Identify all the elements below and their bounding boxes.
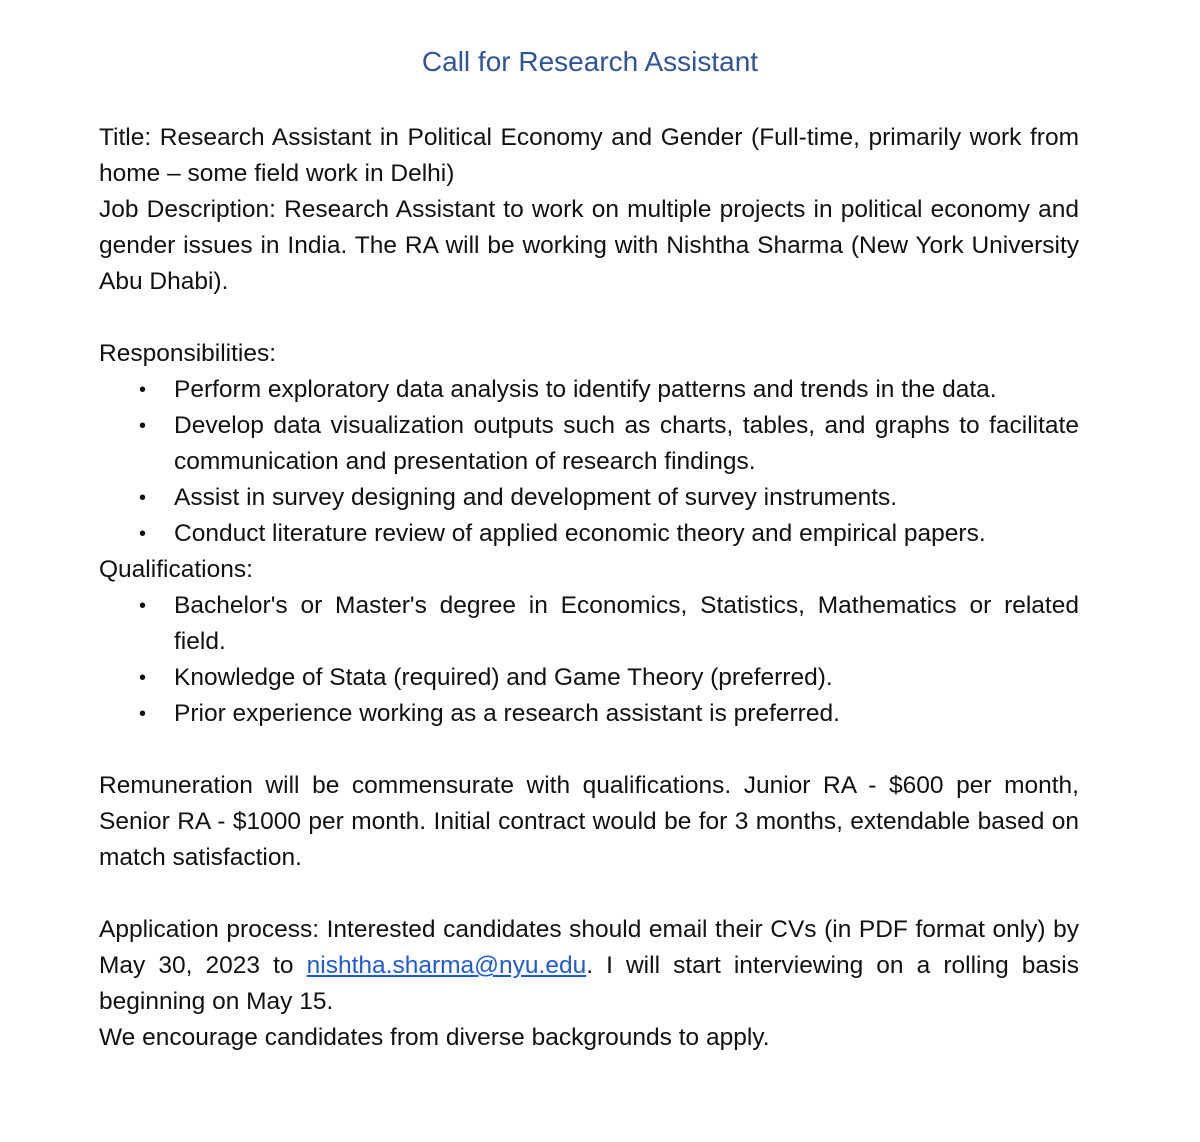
bullet-icon: • — [139, 379, 147, 401]
list-item — [99, 372, 1079, 408]
spacer — [99, 300, 1079, 336]
document-title: Call for Research Assistant — [421, 46, 759, 77]
application-text: Application process: Interested candidates should email their CVs (in PDF format only) by May 30, 2023 to — [99, 916, 1079, 979]
list-item-text: Knowledge of Stata (required) and Game Theory (preferred). — [174, 664, 833, 691]
qualifications-list — [99, 588, 1079, 732]
list-item-text: Perform exploratory data analysis to identify patterns and trends in the data. — [174, 376, 997, 403]
remuneration-paragraph: Remuneration will be commensurate with qualifications. Junior RA - $600 per month, Senior RA - $1000 per month. Initial contract would be for 3 months, extendable based on match satisfaction. — [99, 772, 1079, 871]
list-item — [99, 588, 1079, 660]
email-link[interactable]: nishtha.sharma@nyu.edu — [306, 952, 587, 979]
document-body — [99, 120, 1079, 1056]
qualifications-heading: Qualifications: — [99, 556, 253, 583]
list-item-text: Prior experience working as a research assistant is preferred. — [174, 700, 840, 727]
list-item-text: Conduct literature review of applied economic theory and empirical papers. — [174, 520, 986, 547]
list-item-text: Bachelor's or Master's degree in Economics, Statistics, Mathematics or related field. — [174, 592, 1079, 655]
spacer — [99, 876, 1079, 912]
list-item — [99, 660, 1079, 696]
job-description: Job Description: Research Assistant to work on multiple projects in political economy and gender issues in India. The RA will be working with Nishtha Sharma (New York University Abu Dhabi). — [99, 196, 1079, 295]
responsibilities-list — [99, 372, 1079, 552]
bullet-icon: • — [139, 595, 147, 617]
list-item-text: Develop data visualization outputs such as charts, tables, and graphs to facilitate communication and presentation of research findings. — [174, 412, 1079, 475]
application-text-end: . I will start interviewing on a rolling basis beginning on May 15. — [99, 952, 1079, 1015]
list-item-text: Assist in survey designing and development of survey instruments. — [174, 484, 898, 511]
list-item — [99, 480, 1079, 516]
job-title-line: Title: Research Assistant in Political Economy and Gender (Full-time, primarily work from home – some field work in Delhi) — [99, 124, 1079, 187]
list-item — [99, 516, 1079, 552]
bullet-icon: • — [139, 487, 147, 509]
list-item — [99, 408, 1079, 480]
bullet-icon: • — [139, 415, 147, 437]
spacer — [99, 732, 1079, 768]
bullet-icon: • — [139, 523, 147, 545]
closing-line: We encourage candidates from diverse backgrounds to apply. — [99, 1024, 770, 1051]
list-item — [99, 696, 1079, 732]
bullet-icon: • — [139, 703, 147, 725]
responsibilities-heading: Responsibilities: — [99, 340, 277, 367]
application-paragraph — [99, 912, 1079, 1020]
bullet-icon: • — [139, 667, 147, 689]
